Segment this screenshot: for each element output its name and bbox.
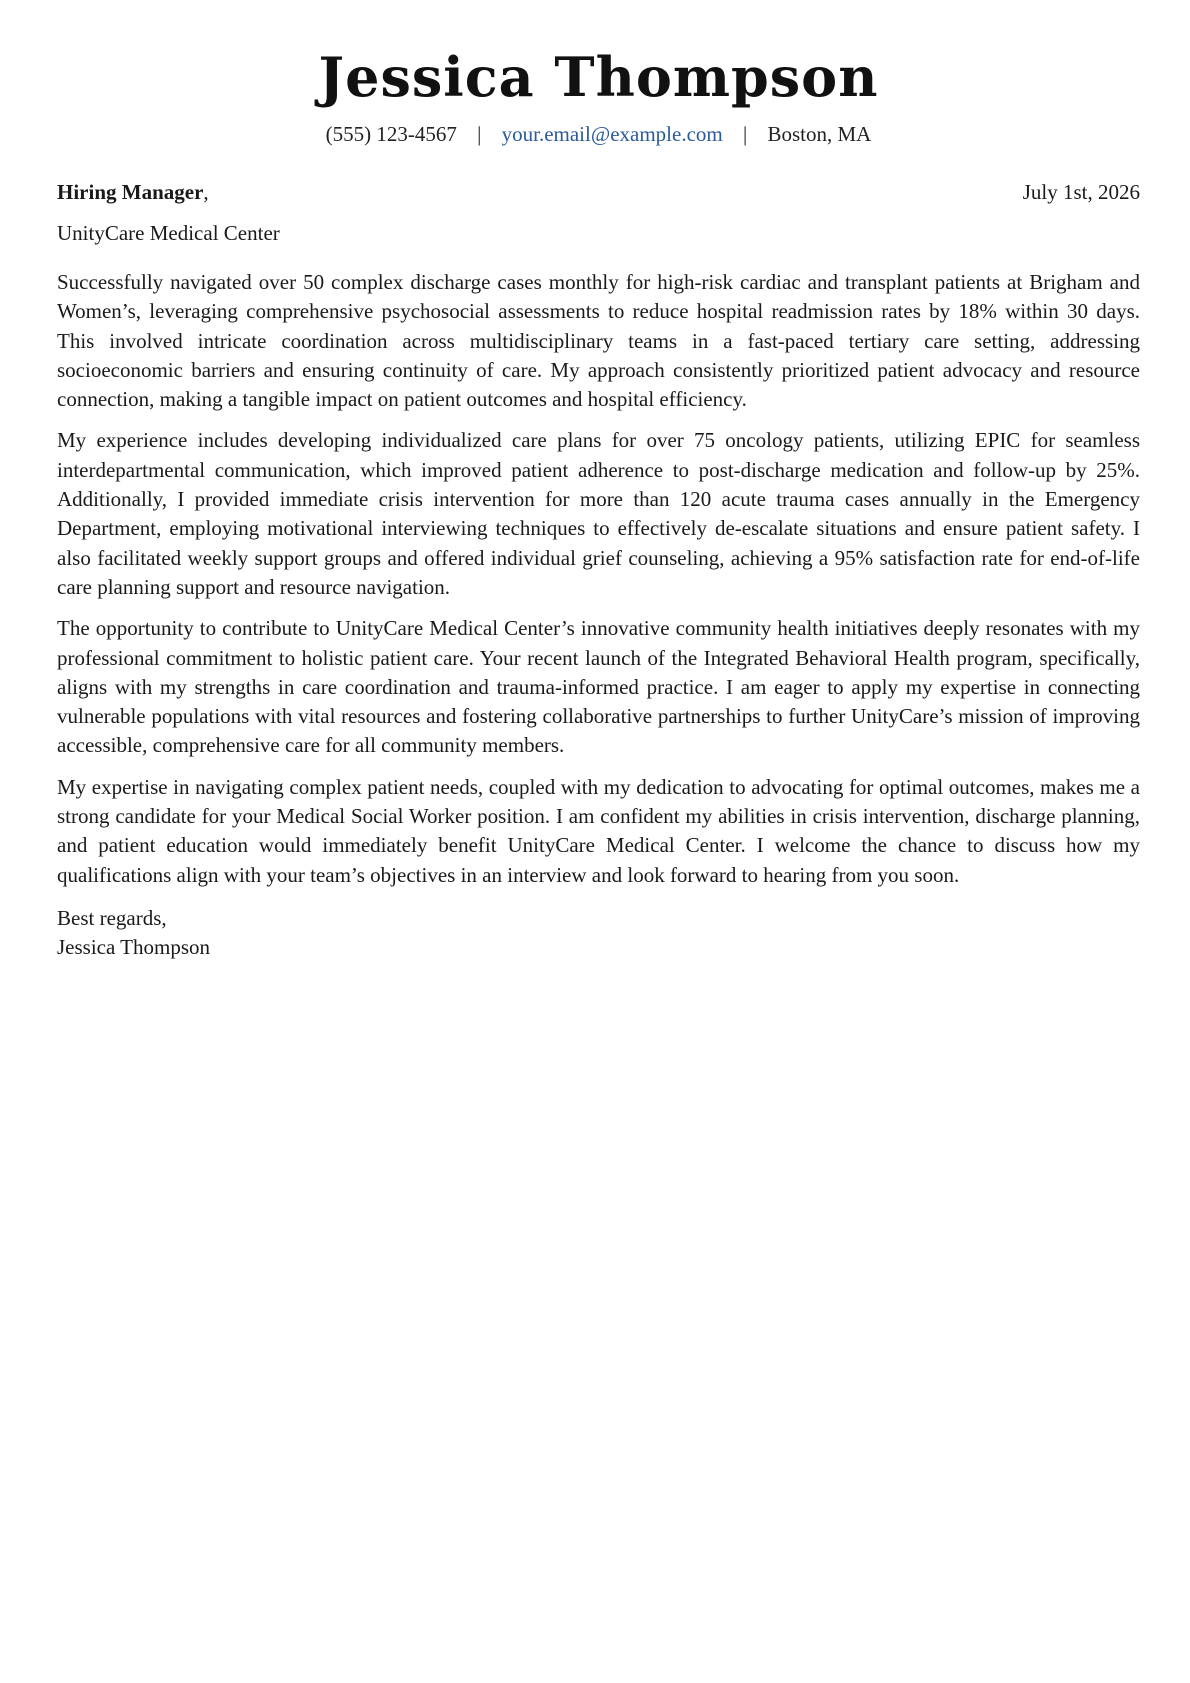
contact-separator: | <box>742 122 748 146</box>
company-name: UnityCare Medical Center <box>57 221 280 245</box>
recipient-comma: , <box>203 180 209 204</box>
body-paragraph: The opportunity to contribute to UnityCare Medical Center’s innovative community health initiatives deeply resonates with my professional commitment to holistic patient care. Your recent launch of the Integrated Behavioral Health program, specifically, aligns with my strengths in care coordination and trauma-informed practice. I am eager to apply my expertise in connecting vulnerable populations with vital resources and fostering collaborative partnerships to further UnityCare’s mission of improving accessible, comprehensive care for all community members. <box>57 616 1140 758</box>
applicant-name: Jessica Thompson <box>318 45 879 109</box>
body-paragraph: My experience includes developing individualized care plans for over 75 oncology patients, utilizing EPIC for seamless interdepartmental communication, which improved patient adherence to post-discharge medication and follow-up by 25%. Additionally, I provided immediate crisis intervention for more than 120 acute trauma cases annually in the Emergency Department, employing motivational interviewing techniques to effectively de-escalate situations and ensure patient safety. I also facilitated weekly support groups and offered individual grief counseling, achieving a 95% satisfaction rate for end-of-life care planning support and resource navigation. <box>57 428 1140 599</box>
signature-name: Jessica Thompson <box>57 934 211 959</box>
recipient <box>57 178 209 206</box>
recipient-name: Hiring Manager <box>57 180 204 204</box>
contact-line <box>57 120 1140 148</box>
letter-date: July 1st, 2026 <box>1022 180 1140 204</box>
email-link[interactable]: your.email@example.com <box>501 122 723 146</box>
phone-number: (555) 123-4567 <box>325 122 457 146</box>
contact-separator: | <box>477 122 482 146</box>
body-paragraph: My expertise in navigating complex patient needs, coupled with my dedication to advocating for optimal outcomes, makes me a strong candidate for your Medical Social Worker position. I am confident my abilities in crisis intervention, discharge planning, and patient education would immediately benefit UnityCare Medical Center. I welcome the chance to discuss how my qualifications align with your team’s objectives in an interview and look forward to hearing from you soon. <box>57 774 1140 887</box>
recipient-date-row <box>57 178 1140 206</box>
body-paragraph: Successfully navigated over 50 complex discharge cases monthly for high-risk cardiac and transplant patients at Brigham and Women’s, leveraging comprehensive psychosocial assessments to reduce hospital readmission rates by 18% within 30 days. This involved intricate coordination across multidisciplinary teams in a fast-paced tertiary care setting, addressing socioeconomic barriers and ensuring continuity of care. My approach consistently prioritized patient advocacy and resource connection, making a tangible impact on patient outcomes and hospital efficiency. <box>57 270 1140 412</box>
closing-block <box>57 904 1140 962</box>
letter-body <box>57 268 1140 890</box>
cover-letter-page <box>57 0 1140 962</box>
location: Boston, MA <box>767 122 872 146</box>
closing-phrase: Best regards, <box>57 905 167 930</box>
